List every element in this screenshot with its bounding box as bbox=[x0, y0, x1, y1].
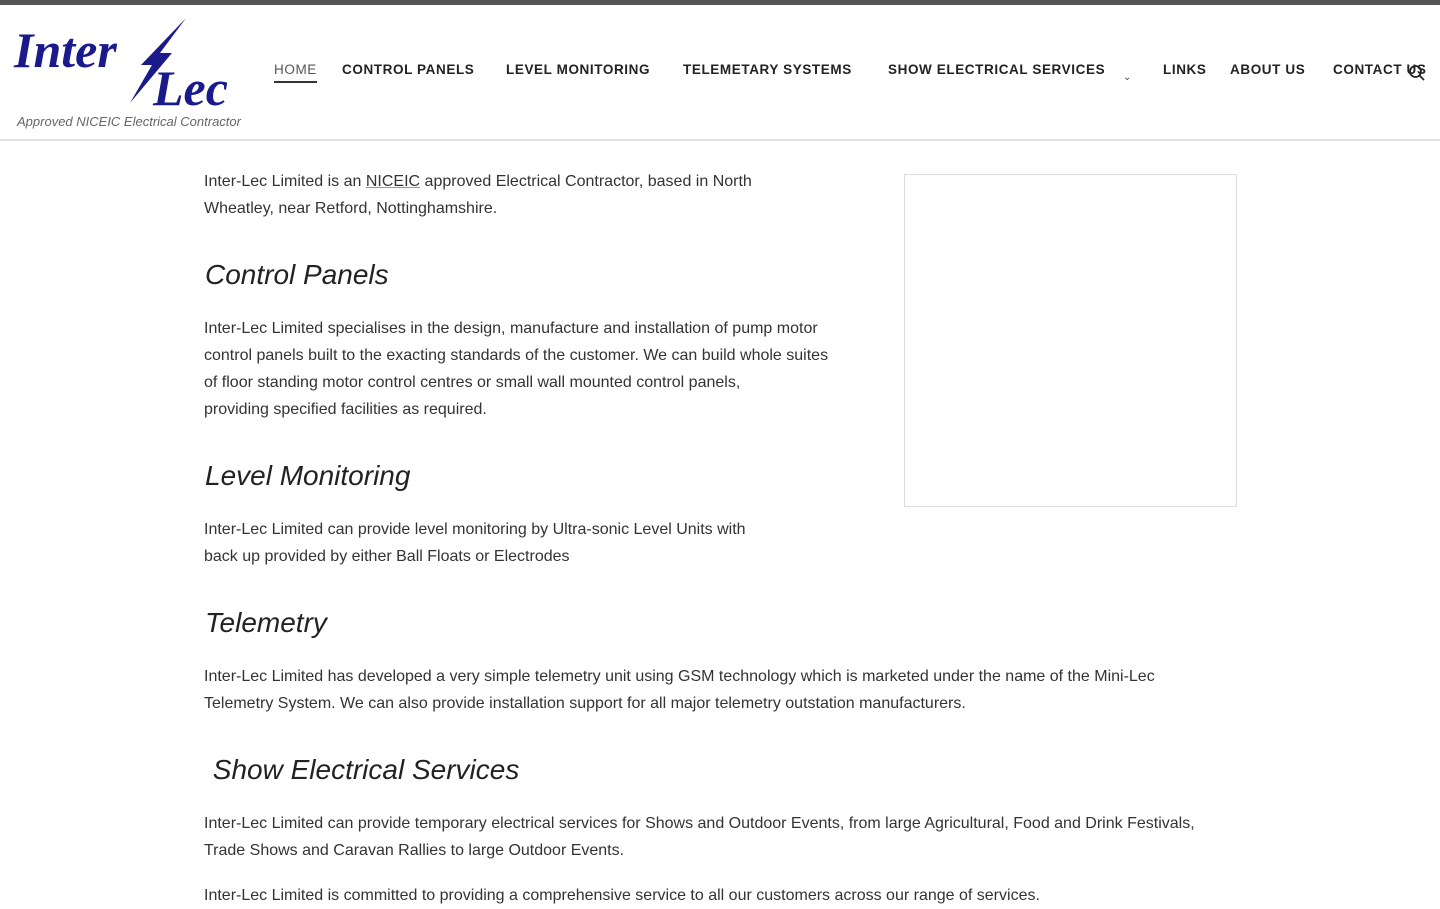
nav-about-us[interactable]: ABOUT US bbox=[1230, 62, 1306, 77]
site-header bbox=[0, 5, 1440, 141]
logo-graphic bbox=[12, 15, 252, 115]
control-panels-text: Inter-Lec Limited specialises in the design, manufacture and installation of pump motor bbox=[204, 320, 818, 337]
nav-links[interactable]: LINKS bbox=[1163, 62, 1207, 77]
intro-paragraph-line1: Inter-Lec Limited is an NICEIC approved Electrical Contractor, based in North bbox=[204, 173, 752, 190]
chevron-down-icon[interactable]: ⌄ bbox=[1123, 72, 1132, 83]
control-panels-text: providing specified facilities as required. bbox=[204, 401, 487, 418]
svg-text:Inter: Inter bbox=[14, 22, 117, 78]
intro-paragraph-line2: Wheatley, near Retford, Nottinghamshire. bbox=[204, 200, 498, 217]
level-monitoring-text: Inter-Lec Limited can provide level monitoring by Ultra-sonic Level Units with bbox=[204, 521, 746, 538]
control-panels-text: of floor standing motor control centres or small wall mounted control panels, bbox=[204, 374, 741, 391]
telemetry-text: Inter-Lec Limited has developed a very simple telemetry unit using GSM technology which is marketed under the name of the Mini-Lec bbox=[204, 668, 1155, 685]
nav-show-electrical-services[interactable]: SHOW ELECTRICAL SERVICES bbox=[888, 62, 1106, 77]
nav-contact-us[interactable]: CONTACT US bbox=[1333, 62, 1427, 77]
logo-tagline: Approved NICEIC Electrical Contractor bbox=[17, 114, 241, 129]
heading-control-panels: Control Panels bbox=[205, 259, 389, 290]
heading-telemetry: Telemetry bbox=[205, 607, 327, 638]
heading-show-electrical-services: Show Electrical Services bbox=[205, 754, 520, 785]
heading-level-monitoring: Level Monitoring bbox=[205, 460, 411, 491]
level-monitoring-text: back up provided by either Ball Floats or Electrodes bbox=[204, 548, 570, 565]
nav-home[interactable]: HOME bbox=[274, 62, 317, 77]
show-electrical-text: Trade Shows and Caravan Rallies to large Outdoor Events. bbox=[204, 842, 625, 859]
closing-paragraph: Inter-Lec Limited is committed to providing a comprehensive service to all our customers across our range of services. bbox=[204, 887, 1040, 904]
nav-control-panels[interactable]: CONTROL PANELS bbox=[342, 62, 475, 77]
telemetry-text: Telemetry System. We can also provide installation support for all major telemetry outstation manufacturers. bbox=[204, 695, 966, 712]
control-panels-text: control panels built to the exacting standards of the customer. We can build whole suites bbox=[204, 347, 829, 364]
niceic-link[interactable]: NICEIC bbox=[365, 173, 421, 190]
svg-text:Lec: Lec bbox=[153, 60, 228, 115]
show-electrical-text: Inter-Lec Limited can provide temporary electrical services for Shows and Outdoor Events, from large Agricultural, Food and Drink Festivals, bbox=[204, 815, 1195, 832]
nav-level-monitoring[interactable]: LEVEL MONITORING bbox=[506, 62, 651, 77]
search-icon[interactable] bbox=[1408, 64, 1426, 82]
nav-telemetary-systems[interactable]: TELEMETARY SYSTEMS bbox=[683, 62, 852, 77]
image-placeholder bbox=[904, 174, 1237, 507]
